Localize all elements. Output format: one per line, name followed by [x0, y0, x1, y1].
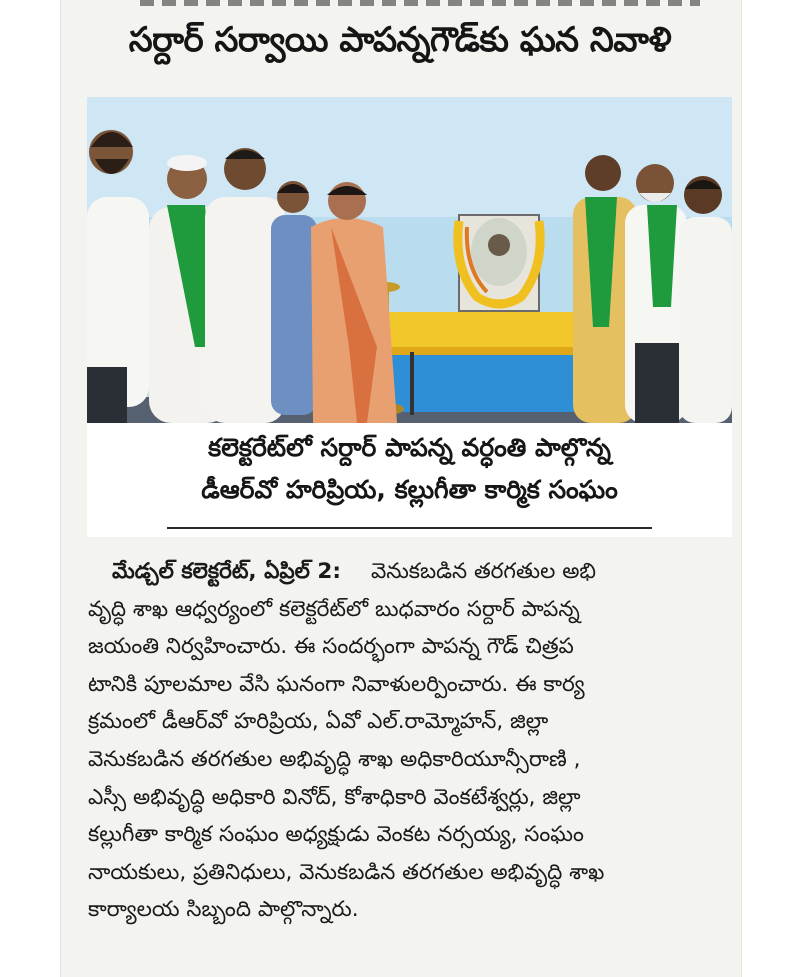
- caption-line-1: కలెక్టరేట్‌లో సర్దార్ పాపన్న వర్ధంతి పాల్గొన్న: [208, 433, 611, 462]
- dateline: మేడ్చల్ కలెక్టరేట్, ఏప్రిల్ 2:: [112, 559, 341, 584]
- previous-article-cut-line: [140, 0, 700, 6]
- article-line: [88, 553, 740, 591]
- article-line: వృద్ధి శాఖ ఆధ్వర్యంలో కలెక్టరేట్‌లో బుధవారం సర్దార్ పాపన్న: [88, 596, 580, 622]
- article-line: టానికి పూలమాల వేసి ఘనంగా నివాళులర్పించారు. ఈ కార్య: [88, 671, 585, 697]
- event-photo: [87, 97, 732, 423]
- article-body: [88, 553, 740, 929]
- caption-line-2: డీఆర్‌వో హరిప్రియ, కల్లుగీతా కార్మిక సంఘం: [201, 475, 618, 504]
- article-line: ఎస్సీ అభివృద్ధి అధికారి వినోద్, కోశాధికారి వెంకటేశ్వర్లు, జిల్లా: [88, 784, 581, 810]
- article-line: జయంతి నిర్వహించారు. ఈ సందర్భంగా పాపన్న గౌడ్ చిత్రప: [88, 634, 574, 660]
- caption-divider: [167, 527, 652, 529]
- article-line: క్రమంలో డీఆర్‌వో హరిప్రియ, ఏవో ఎల్.రామ్మోహన్, జిల్లా: [88, 709, 549, 735]
- article-line: కార్యాలయ సిబ్బంది పాల్గొన్నారు.: [88, 897, 359, 923]
- article-line-text: వెనుకబడిన తరగతుల అభి: [370, 559, 596, 584]
- headline: సర్దార్ సర్వాయి పాపన్నగౌడ్‌కు ఘన నివాళి: [128, 20, 672, 60]
- photo-caption: [87, 423, 732, 537]
- article-line: వెనుకబడిన తరగతుల అభివృద్ధి శాఖ అధికారియూన్సీరాణి ,: [88, 746, 581, 772]
- article-line: కల్లుగీతా కార్మిక సంఘం అధ్యక్షుడు వెంకట నర్సయ్య, సంఘం: [88, 822, 584, 848]
- article-line: నాయకులు, ప్రతినిధులు, వెనుకబడిన తరగతుల అభివృద్ధి శాఖ: [88, 859, 605, 885]
